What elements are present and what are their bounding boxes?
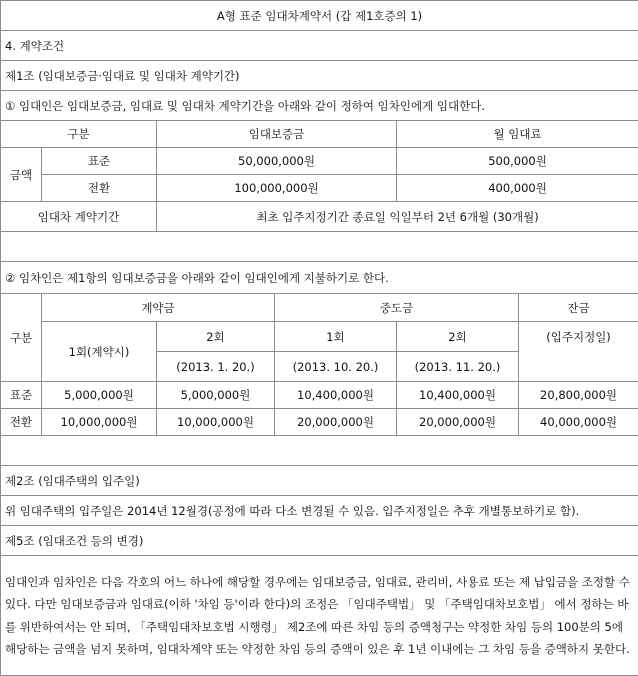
payment-cell: 10,000,000원 [157,409,275,436]
document-title: A형 표준 임대차계약서 (갑 제1호증의 1) [1,1,638,31]
balance-due-note: (입주지정일) [519,322,638,382]
deposit-table-header-rent: 월 임대료 [397,121,638,148]
installment-2-date: (2013. 1. 20.) [157,352,275,382]
article-2-heading: 제2조 (임대주택의 입주일) [1,466,638,496]
deposit-table-header-deposit: 임대보증금 [157,121,397,148]
interim-2-label: 2회 [397,322,519,352]
interim-1-date: (2013. 10. 20.) [275,352,397,382]
lease-period-value: 최초 입주지정기간 종료일 익일부터 2년 6개월 (30개월) [157,202,638,232]
article-5-text: 임대인과 임차인은 다음 각호의 어느 하나에 해당할 경우에는 임대보증금, 임대료, 관리비, 사용료 또는 제 납입금을 조정할 수 있다. 다만 임대보증금과 임대료(이하 '차임 등'이라 한다)의 조정은 「임대주택법」 및 「주택임대차보호법」 에서 정하는 바를 위반하여서는 안 되며, 「주택임대차보호법 시행령」 제2조에 따른 차임 등의 증액청구는 약정한 차임 등의 100분의 5에 해당하는 금액을 넘지 못하며, 임대차계약 또는 약정한 차임 등의 증액이 있은 후 1년 이내에는 그 차임 등을 증액하지 못한다. [1,556,638,676]
deposit-value: 50,000,000원 [157,148,397,175]
payment-cell: 10,400,000원 [275,382,397,409]
interim-2-date: (2013. 11. 20.) [397,352,519,382]
payment-group-balance: 잔금 [519,294,638,322]
payment-table-row-header: 구분 [1,294,42,382]
amount-group-label: 금액 [1,148,42,202]
payment-cell: 20,800,000원 [519,382,638,409]
blank-row [1,436,638,466]
article-5-heading: 제5조 (임대조건 등의 변경) [1,526,638,556]
article-2-text: 위 임대주택의 입주일은 2014년 12월경(공정에 따라 다소 변경될 수 있음. 입주지정일은 추후 개별통보하기로 함). [1,496,638,526]
installment-1-label: 1회(계약시) [42,322,157,382]
payment-row-label: 표준 [1,382,42,409]
payment-cell: 20,000,000원 [397,409,519,436]
deposit-row-label: 전환 [42,175,157,202]
rent-value: 400,000원 [397,175,638,202]
lease-period-label: 임대차 계약기간 [1,202,157,232]
payment-cell: 5,000,000원 [42,382,157,409]
installment-2-label: 2회 [157,322,275,352]
article-1-clause-1: ① 임대인은 임대보증금, 임대료 및 임대차 계약기간을 아래와 같이 정하여 임차인에게 임대한다. [1,91,638,121]
rent-value: 500,000원 [397,148,638,175]
payment-cell: 20,000,000원 [275,409,397,436]
article-1-clause-2: ② 임차인은 제1항의 임대보증금을 아래와 같이 임대인에게 지불하기로 한다. [1,262,638,294]
article-1-heading: 제1조 (임대보증금·임대료 및 임대차 계약기간) [1,61,638,91]
payment-cell: 10,400,000원 [397,382,519,409]
payment-cell: 10,000,000원 [42,409,157,436]
payment-group-interim: 중도금 [275,294,519,322]
payment-cell: 5,000,000원 [157,382,275,409]
deposit-value: 100,000,000원 [157,175,397,202]
payment-cell: 40,000,000원 [519,409,638,436]
payment-row-label: 전환 [1,409,42,436]
blank-row [1,232,638,262]
section-heading-contract-terms: 4. 계약조건 [1,31,638,61]
deposit-row-label: 표준 [42,148,157,175]
interim-1-label: 1회 [275,322,397,352]
payment-group-contract-deposit: 계약금 [42,294,275,322]
deposit-table-header-category: 구분 [1,121,157,148]
